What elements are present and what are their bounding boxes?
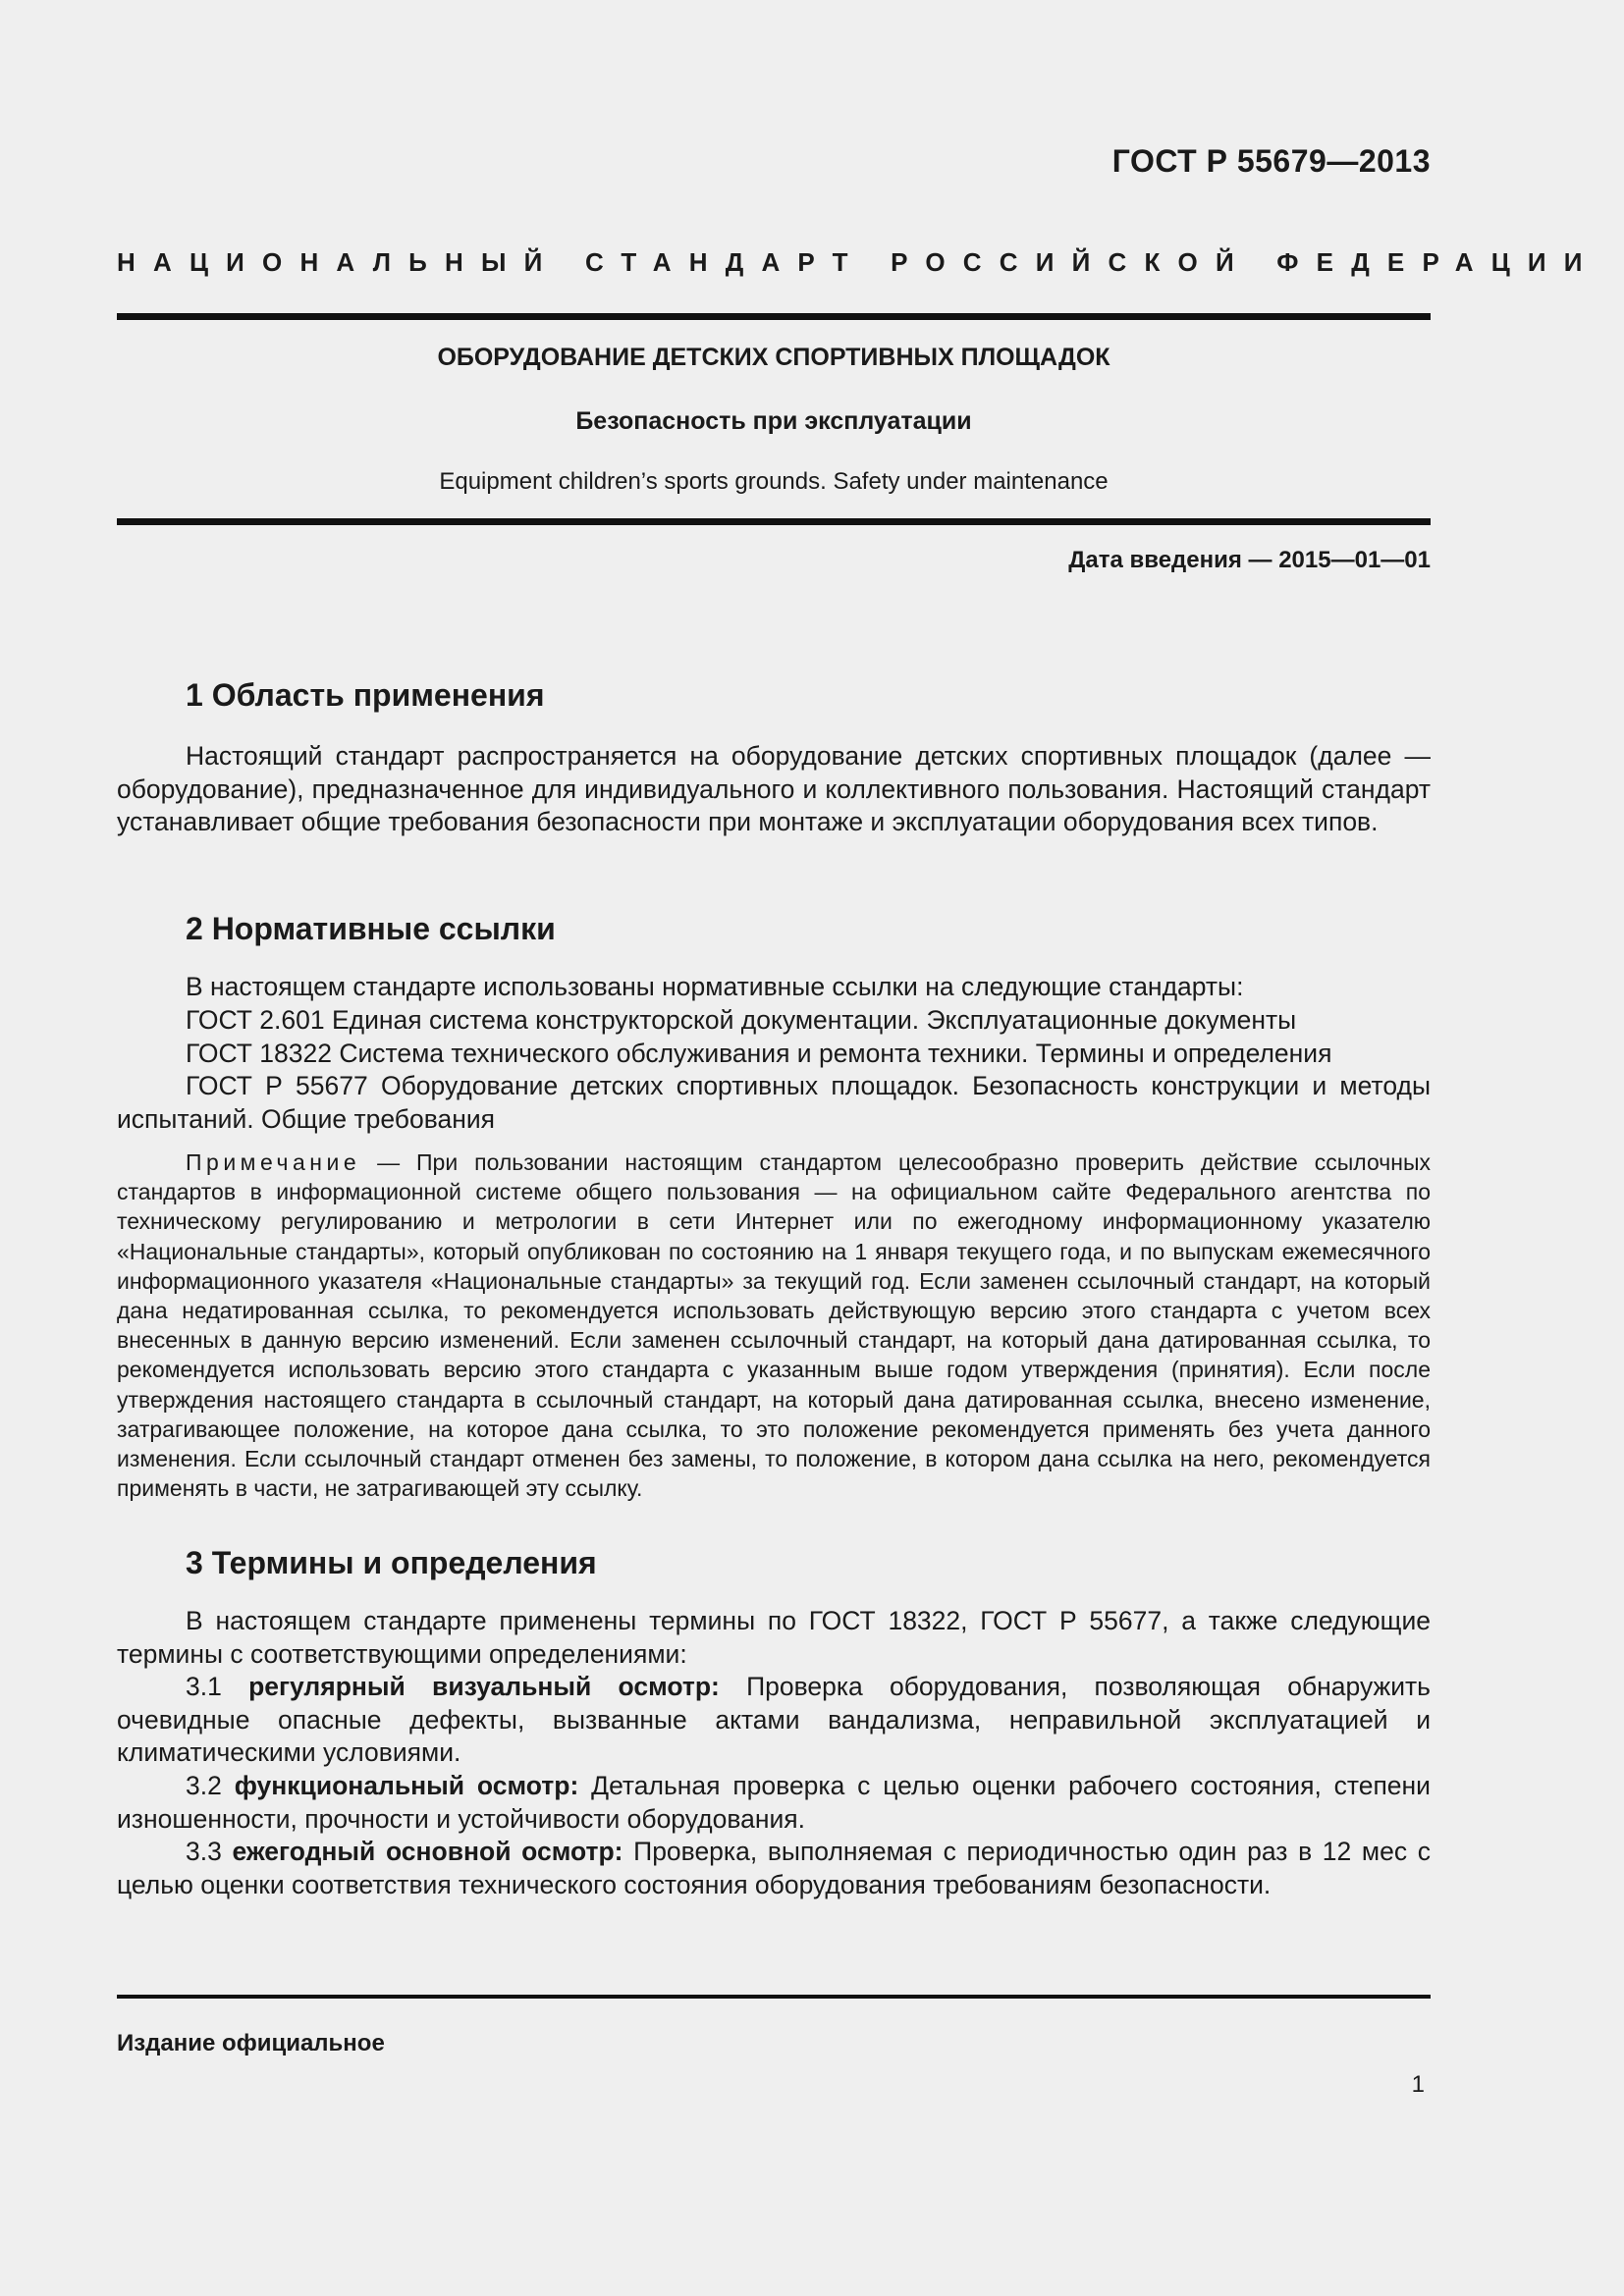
note-label: Примечание: [186, 1149, 361, 1175]
standard-banner: НАЦИОНАЛЬНЫЙ СТАНДАРТ РОССИЙСКОЙ ФЕДЕРАЦИИ: [117, 247, 1600, 277]
section-2-intro: В настоящем стандарте использованы нормативные ссылки на следующие стандарты:: [186, 972, 1244, 1001]
document-page: [117, 0, 1600, 2296]
term-name: регулярный визуальный осмотр:: [248, 1672, 720, 1701]
footer-divider: [117, 1995, 1431, 1999]
introduction-date: Дата введения — 2015—01—01: [1068, 547, 1431, 573]
english-title: Equipment children’s sports grounds. Safety under maintenance: [439, 468, 1109, 495]
section-1-text: Настоящий стандарт распространяется на оборудование детских спортивных площадок (далее — оборудование), предназначенное для индивидуального и коллективного пользования. Настоящий стандарт устанавливает общие требования безопасности при монтаже и эксплуатации оборудования всех типов.: [117, 741, 1431, 836]
page-number: 1: [1411, 2071, 1425, 2098]
term-name: ежегодный основной осмотр:: [232, 1837, 623, 1866]
term-3-3: [117, 1836, 1431, 1901]
term-number: 3.2: [186, 1771, 222, 1800]
section-3-heading: 3 Термины и определения: [186, 1545, 597, 1580]
document-subtitle: Безопасность при эксплуатации: [575, 407, 972, 435]
term-3-2: [117, 1770, 1431, 1836]
section-3-intro: В настоящем стандарте применены термины по ГОСТ 18322, ГОСТ Р 55677, а также следующие термины с соответствующими определениями:: [117, 1606, 1431, 1669]
document-number: ГОСТ Р 55679—2013: [1111, 143, 1431, 179]
document-title: ОБОРУДОВАНИЕ ДЕТСКИХ СПОРТИВНЫХ ПЛОЩАДОК: [437, 344, 1110, 371]
term-definition: Проверка оборудования, позволяющая обнаружить очевидные опасные дефекты, вызванные актами вандализма, неправильной эксплуатацией и климатическими условиями.: [117, 1672, 1431, 1767]
term-name: функциональный осмотр:: [234, 1771, 579, 1800]
reference-gost-18322: ГОСТ 18322 Система технического обслуживания и ремонта техники. Термины и определения: [186, 1039, 1332, 1068]
reference-note: [117, 1148, 1431, 1503]
reference-gost-r-55677: ГОСТ Р 55677 Оборудование детских спортивных площадок. Безопасность конструкции и методы испытаний. Общие требования: [117, 1071, 1431, 1134]
term-number: 3.3: [186, 1837, 222, 1866]
term-number: 3.1: [186, 1672, 222, 1701]
note-text: — При пользовании настоящим стандартом целесообразно проверить действие ссылочных стандартов в информационной системе общего пользования — на официальном сайте Федерального агентства по техническому регулированию и метрологии в сети Интернет или по ежегодному информационному указателю «Национальные стандарты», который опубликован по состоянию на 1 января текущего года, и по выпускам ежемесячного информационного указателя «Национальные стандарты» за текущий год. Если заменен ссылочный стандарт, на который дана недатированная ссылка, то рекомендуется использовать действующую версию этого стандарта с учетом всех внесенных в данную версию изменений. Если заменен ссылочный стандарт, на который дана датированная ссылка, то рекомендуется использовать версию этого стандарта с указанным выше годом утверждения (принятия). Если после утверждения настоящего стандарта в ссылочный стандарт, на который дана датированная ссылка, внесено изменение, затрагивающее положение, на которое дана ссылка, то это положение рекомендуется применять без учета данного изменения. Если ссылочный стандарт отменен без замены, то положение, в котором дана ссылка на него, рекомендуется применять в части, не затрагивающей эту ссылку.: [117, 1149, 1431, 1502]
edition-label: Издание официальное: [117, 2030, 385, 2056]
term-definition: Детальная проверка с целью оценки рабочего состояния, степени изношенности, прочности и устойчивости оборудования.: [117, 1771, 1431, 1834]
reference-gost-2-601: ГОСТ 2.601 Единая система конструкторской документации. Эксплуатационные документы: [186, 1005, 1297, 1035]
section-2-heading: 2 Нормативные ссылки: [186, 911, 556, 946]
term-3-1: [117, 1671, 1431, 1770]
title-divider: [117, 518, 1431, 525]
section-1-heading: 1 Область применения: [186, 677, 545, 713]
term-definition: Проверка, выполняемая с периодичностью один раз в 12 мес с целью оценки соответствия технического состояния оборудования требованиям безопасности.: [117, 1837, 1431, 1899]
top-divider: [117, 313, 1431, 320]
